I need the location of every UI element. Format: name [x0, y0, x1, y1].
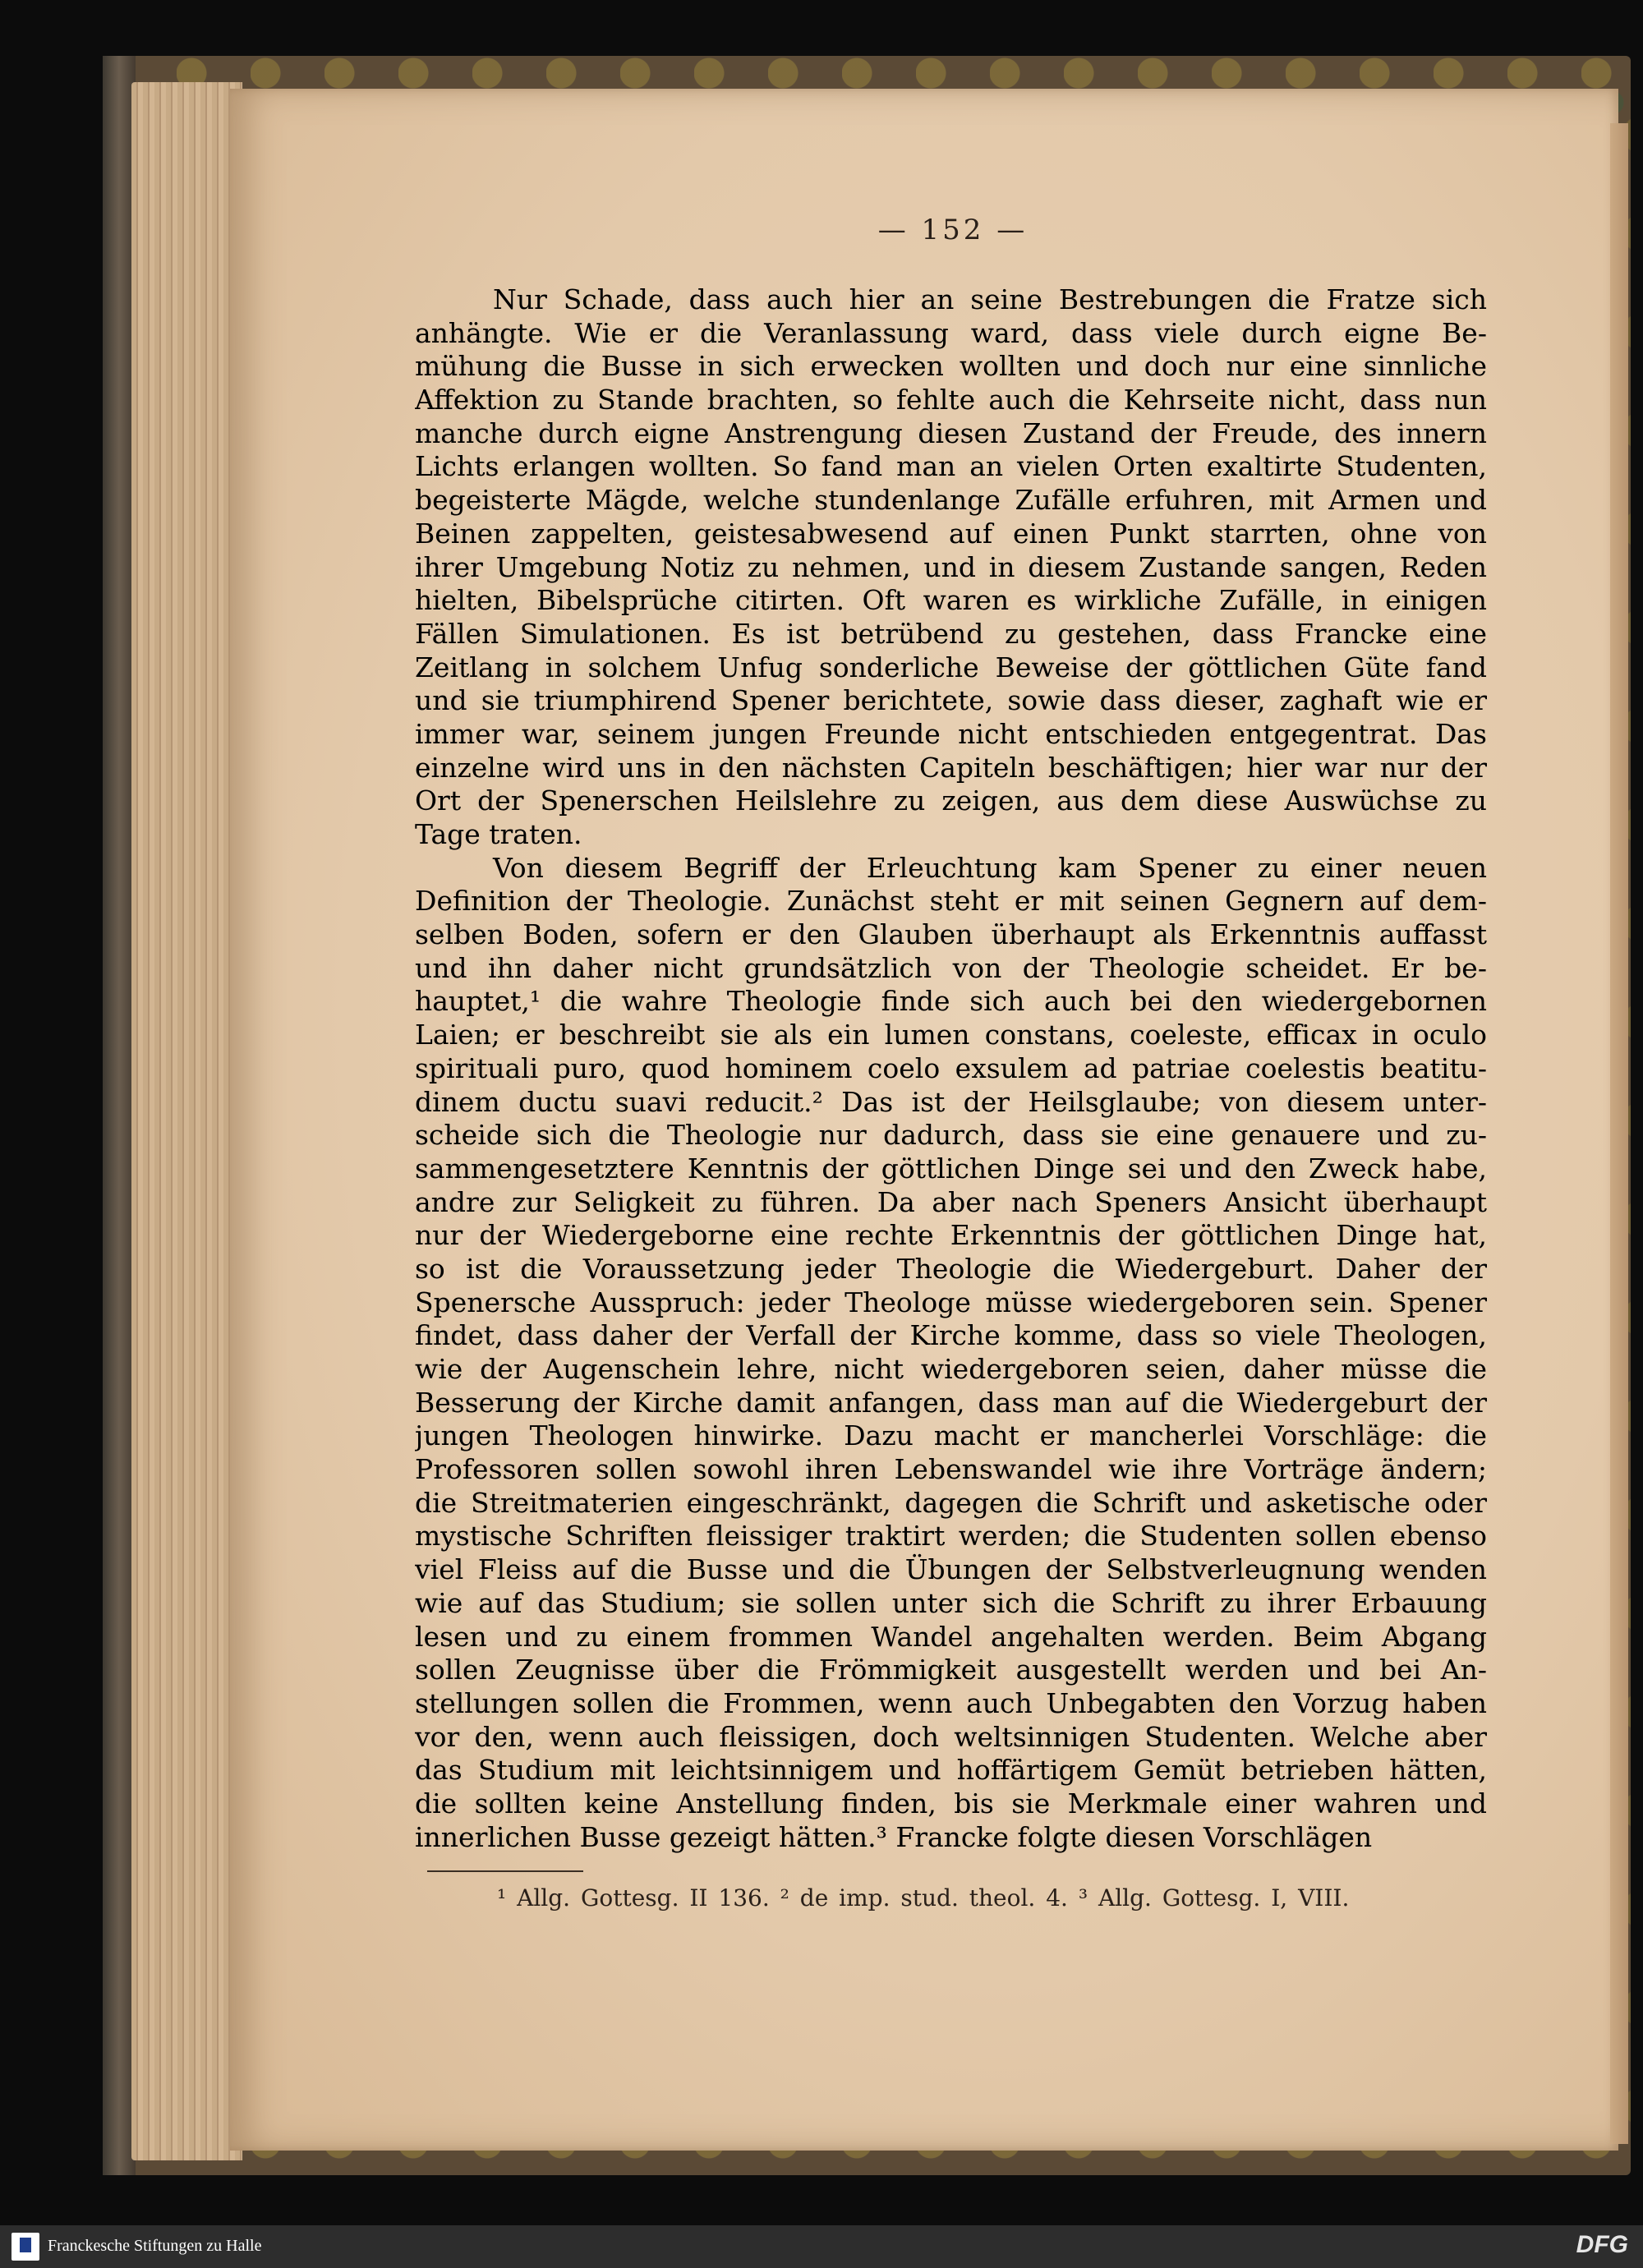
text-line: Spenersche Ausspruch: jeder Theologe müsse wiedergeboren sein. Spener — [415, 1286, 1487, 1318]
text-line: Fällen Simulationen. Es ist betrübend zu gestehen, dass Francke eine — [415, 617, 1487, 650]
text-line: nur der Wiedergeborne eine rechte Erkenntnis der göttlichen Dinge hat, — [415, 1219, 1487, 1252]
dfg-logo: DFG — [1576, 2231, 1628, 2258]
text-line: Affektion zu Stande brachten, so fehlte auch die Kehrseite nicht, dass nun — [415, 384, 1487, 416]
text-line: dinem ductu suavi reducit.² Das ist der Heilsglaube; von diesem unter- — [415, 1085, 1487, 1118]
text-line: lesen und zu einem frommen Wandel angehalten werden. Beim Abgang — [415, 1620, 1487, 1653]
footnote-rule — [427, 1870, 583, 1872]
text-line: und ihn daher nicht grundsätzlich von der Theologie scheidet. Er be- — [415, 951, 1487, 984]
text-line: scheide sich die Theologie nur dadurch, dass sie eine genauere und zu- — [415, 1119, 1487, 1152]
footnotes: ¹ Allg. Gottesg. II 136. ² de imp. stud. theol. 4. ³ Allg. Gottesg. I, VIII. — [497, 1884, 1350, 1911]
page-edges — [131, 82, 242, 2160]
text-line: ihrer Umgebung Notiz zu nehmen, und in diesem Zustande sangen, Reden — [415, 550, 1487, 583]
text-line: Professoren sollen sowohl ihren Lebenswandel wie ihre Vorträge ändern; — [415, 1453, 1487, 1486]
text-line: hielten, Bibelsprüche citirten. Oft waren es wirkliche Zufälle, in einigen — [415, 584, 1487, 617]
text-line: wie auf das Studium; sie sollen unter sich die Schrift zu ihrer Erbauung — [415, 1586, 1487, 1619]
text-line: wie der Augenschein lehre, nicht wiedergeboren seien, daher müsse die — [415, 1353, 1487, 1385]
text-line: innerlichen Busse gezeigt hätten.³ Francke folgte diesen Vorschlägen — [415, 1820, 1373, 1853]
text-line: Tage traten. — [415, 818, 582, 850]
text-line: stellungen sollen die Frommen, wenn auch Unbegabten den Vorzug haben — [415, 1686, 1487, 1719]
page-number: — 152 — — [877, 214, 1029, 246]
text-line: so ist die Voraussetzung jeder Theologie die Wiedergeburt. Daher der — [415, 1252, 1487, 1285]
text-line: und sie triumphirend Spener berichtete, sowie dass dieser, zaghaft wie er — [415, 684, 1487, 717]
text-line: selben Boden, sofern er den Glauben überhaupt als Erkenntnis auffasst — [415, 918, 1487, 951]
text-line: Beinen zappelten, geistesabwesend auf einen Punkt starrten, ohne von — [415, 517, 1487, 550]
text-line: Besserung der Kirche damit anfangen, dass man auf die Wiedergeburt der — [415, 1386, 1487, 1419]
text-line: Laien; er beschreibt sie als ein lumen constans, coeleste, efficax in oculo — [415, 1019, 1487, 1051]
book-spine — [103, 56, 136, 2175]
text-line: immer war, seinem jungen Freunde nicht entschieden entgegentrat. Das — [415, 717, 1487, 750]
text-line: spirituali puro, quod hominem coelo exsulem ad patriae coelestis beatitu- — [415, 1051, 1487, 1084]
text-line: Ort der Spenerschen Heilslehre zu zeigen, aus dem diese Auswüchse zu — [415, 784, 1487, 817]
text-line: die Streitmaterien eingeschränkt, dagegen die Schrift und asketische oder — [415, 1486, 1487, 1519]
text-line: sollen Zeugnisse über die Frömmigkeit ausgestellt werden und bei An- — [415, 1654, 1487, 1686]
text-line: anhängte. Wie er die Veranlassung ward, dass viele durch eigne Be- — [415, 316, 1487, 349]
text-line: manche durch eigne Anstrengung diesen Zustand der Freude, des innern — [415, 416, 1487, 449]
text-line: jungen Theologen hinwirke. Dazu macht er mancherlei Vorschläge: die — [415, 1419, 1487, 1452]
text-line: die sollten keine Anstellung finden, bis sie Merkmale einer wahren und — [415, 1787, 1487, 1819]
text-line: einzelne wird uns in den nächsten Capiteln beschäftigen; hier war nur der — [415, 751, 1487, 784]
text-line: das Studium mit leichtsinnigem und hoffärtigem Gemüt betrieben hätten, — [415, 1754, 1487, 1787]
text-line: hauptet,¹ die wahre Theologie finde sich auch bei den wiedergebornen — [415, 985, 1487, 1018]
text-line: viel Fleiss auf die Busse und die Übungen der Selbstverleugnung wenden — [415, 1553, 1487, 1586]
body-text — [415, 283, 1487, 1854]
text-line: Nur Schade, dass auch hier an seine Bestrebungen die Fratze sich — [493, 283, 1487, 315]
text-line: findet, dass daher der Verfall der Kirche komme, dass so viele Theologen, — [415, 1319, 1487, 1352]
text-line: sammengesetztere Kenntnis der göttlichen Dinge sei und den Zweck habe, — [415, 1152, 1487, 1185]
institution-logo-icon — [12, 2233, 39, 2261]
text-line: mühung die Busse in sich erwecken wollten und doch nur eine sinnliche — [415, 350, 1487, 383]
text-line: Definition der Theologie. Zunächst steht er mit seinen Gegnern auf dem- — [415, 885, 1487, 918]
text-line: begeisterte Mägde, welche stundenlange Zufälle erfuhren, mit Armen und — [415, 484, 1487, 517]
page-gutter — [1610, 123, 1628, 2144]
text-line: mystische Schriften fleissiger traktirt werden; die Studenten sollen ebenso — [415, 1520, 1487, 1553]
text-line: vor den, wenn auch fleissigen, doch weltsinnigen Studenten. Welche aber — [415, 1720, 1487, 1753]
footer-label: Franckesche Stiftungen zu Halle — [48, 2237, 262, 2255]
text-line: Zeitlang in solchem Unfug sonderliche Beweise der göttlichen Güte fand — [415, 651, 1487, 683]
text-line: andre zur Seligkeit zu führen. Da aber nach Speners Ansicht überhaupt — [415, 1185, 1487, 1218]
text-line: Lichts erlangen wollten. So fand man an vielen Orten exaltirte Studenten, — [415, 450, 1487, 483]
text-line: Von diesem Begriff der Erleuchtung kam Spener zu einer neuen — [493, 851, 1487, 884]
